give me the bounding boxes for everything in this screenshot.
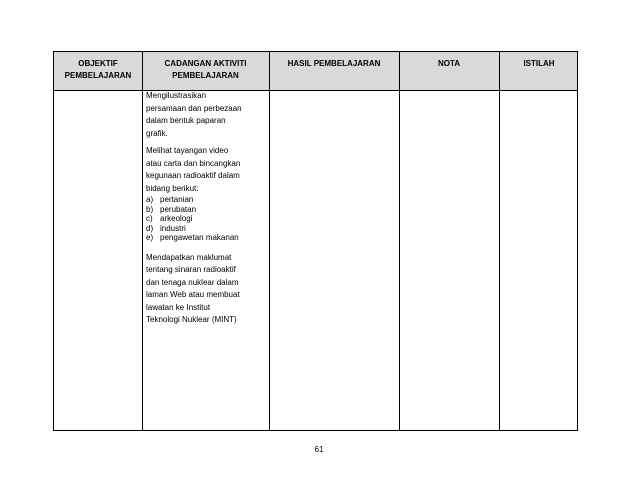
list-text: pengawetan makanan [160, 233, 239, 242]
activity-cell [146, 90, 264, 332]
text-line: grafik. [146, 128, 168, 138]
text-line: dan tenaga nuklear dalam [146, 277, 239, 287]
header-text: OBJEKTIF [78, 59, 118, 68]
column-divider [142, 52, 143, 430]
header-text: NOTA [437, 59, 461, 68]
text-line: atau carta dan bincangkan [146, 158, 241, 168]
list-marker: a) [146, 195, 154, 204]
list-item [146, 205, 264, 215]
column-divider [399, 52, 400, 430]
list-text: industri [160, 223, 186, 233]
column-divider [269, 52, 270, 430]
header-objektif-pembelajaran [54, 52, 142, 90]
header-cadangan-aktiviti [142, 52, 269, 90]
list-marker: e) [146, 233, 154, 242]
curriculum-table [53, 51, 578, 431]
text-line: Melihat tayangan video [146, 146, 229, 155]
text-line: Mendapatkan maklumat [146, 252, 232, 262]
text-line: laman Web atau membuat [146, 290, 240, 299]
text-line: Teknologi Nuklear (MINT) [146, 315, 237, 324]
header-nota [399, 52, 499, 90]
text-line: dalam bentuk paparan [146, 116, 226, 125]
text-line: bidang berikut: [146, 183, 199, 193]
page-number: 61 [314, 445, 324, 454]
list-marker: c) [146, 214, 153, 223]
application-list [146, 195, 264, 243]
text-line: tentang sinaran radioaktif [146, 265, 236, 274]
header-text: PEMBELAJARAN [172, 71, 239, 80]
header-text: CADANGAN AKTIVITI [164, 59, 247, 68]
header-hasil-pembelajaran [269, 52, 399, 90]
list-item [146, 233, 264, 243]
text-line: persamaan dan perbezaan [146, 103, 242, 113]
activity-paragraph-2 [146, 145, 264, 195]
header-text: ISTILAH [523, 59, 555, 68]
text-line: lawatan ke Institut [146, 302, 211, 312]
list-item [146, 214, 264, 224]
list-item [146, 195, 264, 205]
activity-paragraph-1 [146, 90, 264, 140]
header-text: PEMBELAJARAN [64, 71, 132, 80]
list-text: perubatan [160, 204, 197, 214]
list-text: arkeologi [160, 214, 193, 223]
list-marker: b) [146, 204, 154, 214]
text-line: kegunaan radioaktif dalam [146, 171, 240, 180]
list-text: pertanian [160, 195, 194, 204]
list-marker: d) [146, 223, 154, 233]
text-line: Mengilustrasikan [146, 91, 207, 100]
column-divider [499, 52, 500, 430]
header-text: HASIL PEMBELAJARAN [287, 59, 381, 68]
activity-paragraph-3 [146, 252, 264, 327]
header-istilah [499, 52, 579, 90]
list-item [146, 224, 264, 234]
